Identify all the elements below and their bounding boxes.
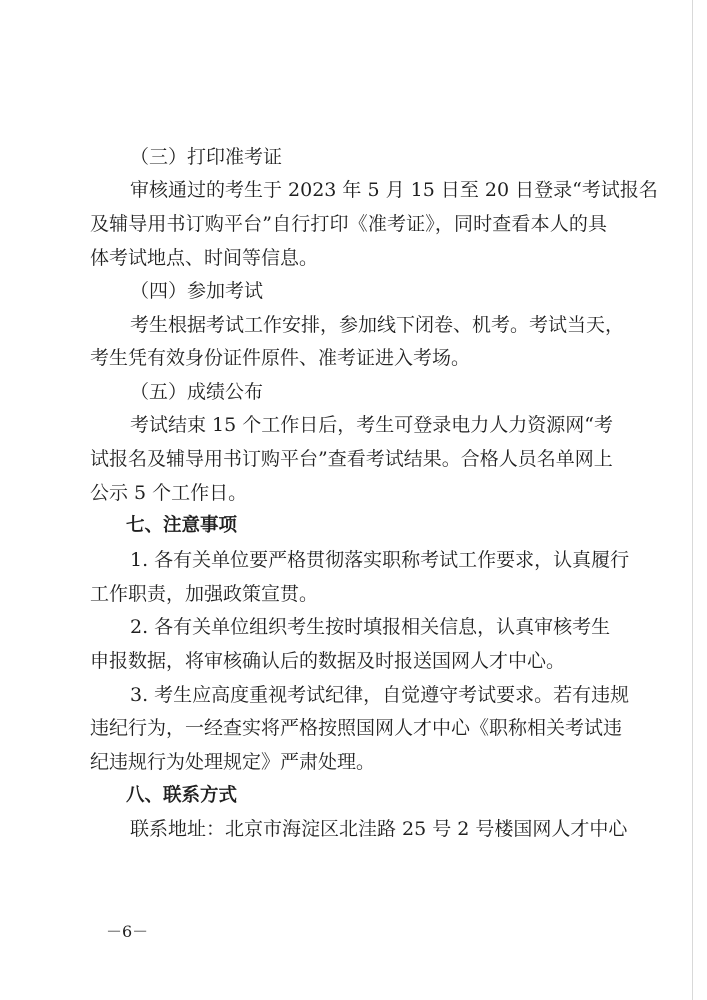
- section-heading-notes: 七、注意事项: [126, 515, 238, 536]
- section-heading-print-admission: （三）打印准考证: [130, 146, 283, 168]
- list-item-line: 3. 考生应高度重视考试纪律，自觉遵守考试要求。若有违规: [130, 684, 630, 706]
- paragraph-line: 及辅导用书订购平台”自行打印《准考证》，同时查看本人的具: [90, 213, 607, 235]
- paragraph-line: 考生凭有效身份证件原件、准考证进入考场。: [90, 347, 471, 369]
- page-number: －6－: [106, 922, 149, 941]
- contact-address: 联系地址：北京市海淀区北洼路 25 号 2 号楼国网人才中心: [130, 818, 628, 840]
- section-heading-contact: 八、联系方式: [126, 785, 238, 806]
- list-item-line: 纪违规行为处理规定》严肃处理。: [90, 751, 376, 773]
- paragraph-line: 考试结束 15 个工作日后，考生可登录电力人力资源网“考: [130, 414, 613, 436]
- paragraph-line: 考生根据考试工作安排，参加线下闭卷、机考。考试当天，: [130, 314, 625, 336]
- paragraph-line: 审核通过的考生于 2023 年 5 月 15 日至 20 日登录“考试报名: [130, 179, 658, 201]
- section-heading-results: （五）成绩公布: [130, 381, 264, 403]
- section-heading-take-exam: （四）参加考试: [130, 280, 264, 302]
- list-item-line: 违纪行为，一经查实将严格按照国网人才中心《职称相关考试违: [90, 717, 623, 739]
- list-item-line: 工作职责，加强政策宣贯。: [90, 583, 319, 605]
- paragraph-line: 试报名及辅导用书订购平台”查看考试结果。合格人员名单网上: [90, 448, 613, 470]
- paragraph-line: 公示 5 个工作日。: [90, 482, 248, 504]
- list-item-line: 2. 各有关单位组织考生按时填报相关信息，认真审核考生: [130, 616, 611, 638]
- paragraph-line: 体考试地点、时间等信息。: [90, 247, 319, 269]
- list-item-line: 1. 各有关单位要严格贯彻落实职称考试工作要求，认真履行: [130, 549, 630, 571]
- list-item-line: 申报数据，将审核确认后的数据及时报送国网人才中心。: [90, 650, 566, 672]
